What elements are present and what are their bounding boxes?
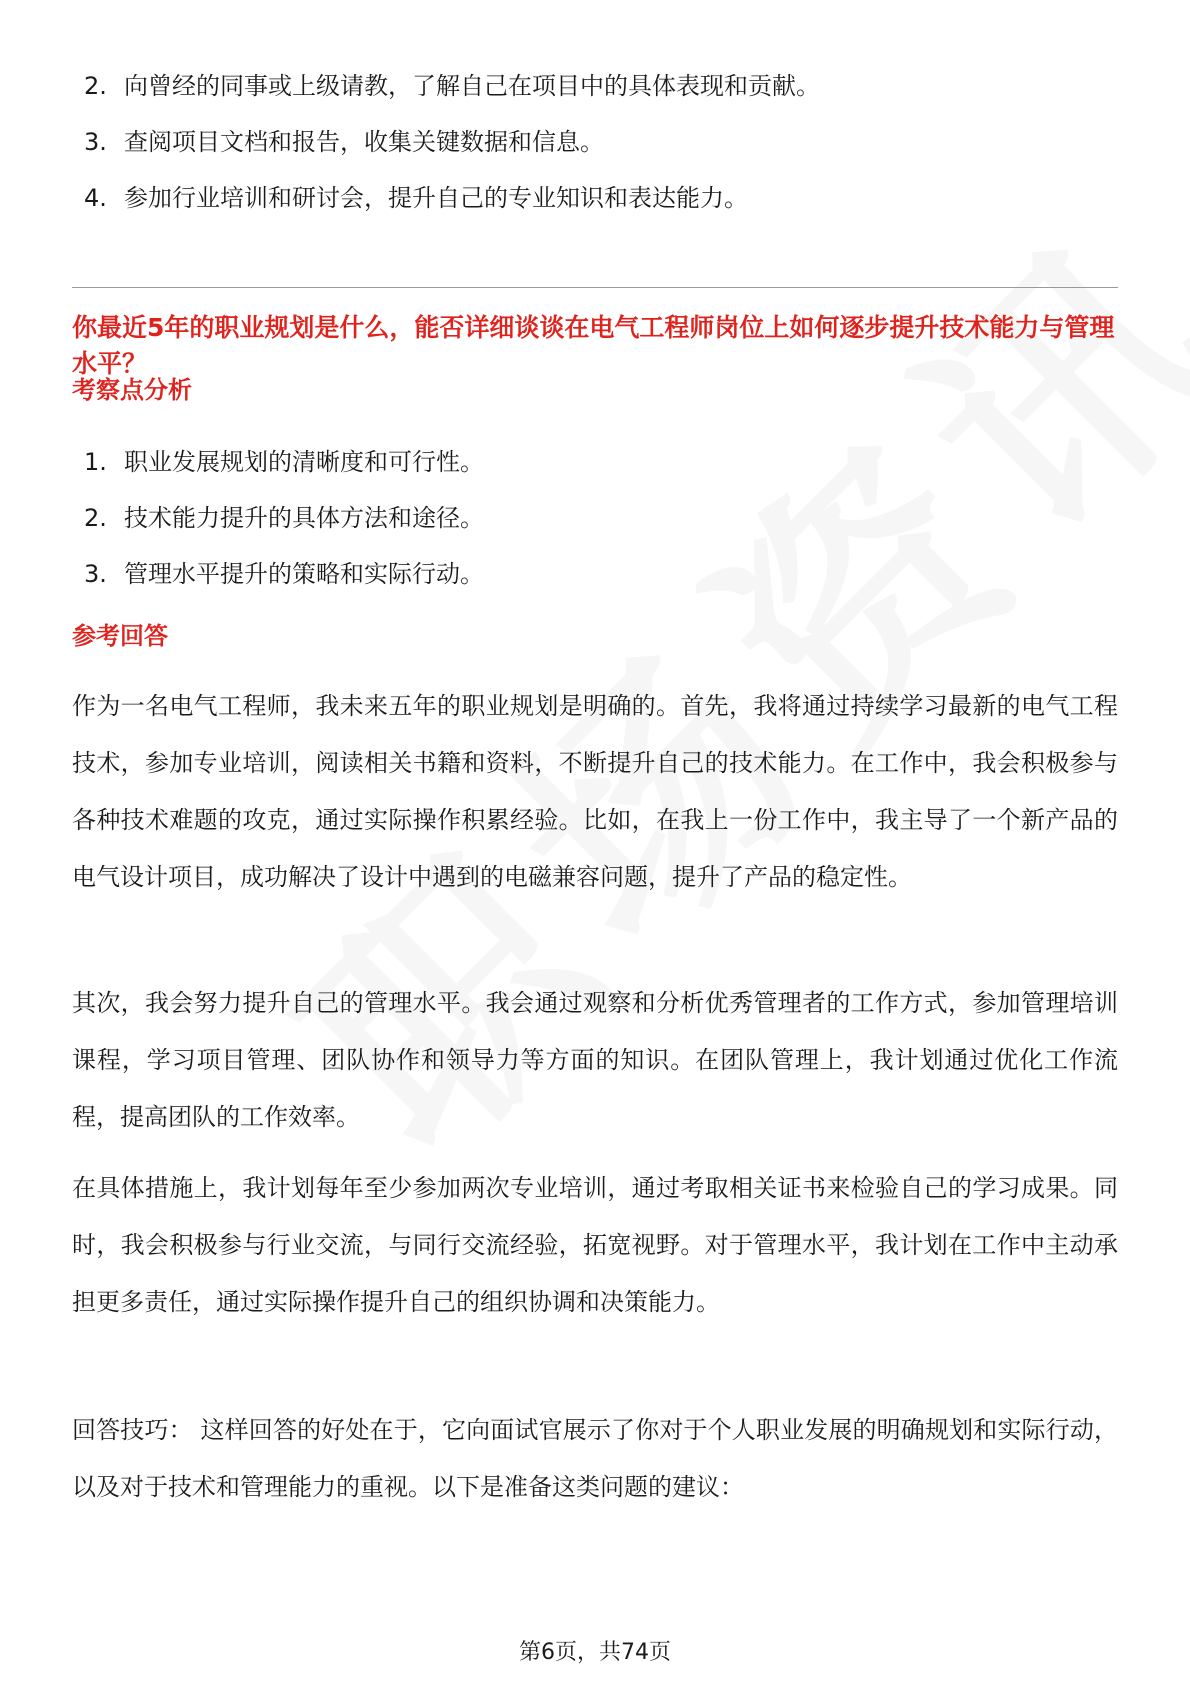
list-number: 2. xyxy=(84,504,107,532)
answer-heading: 参考回答 xyxy=(72,622,168,650)
list-item xyxy=(84,170,820,226)
list-number: 1. xyxy=(84,448,107,476)
list-number: 4. xyxy=(84,184,107,212)
interview-question: 你最近5年的职业规划是什么，能否详细谈谈在电气工程师岗位上如何逐步提升技术能力与管理水平？ xyxy=(72,313,1115,378)
answer-paragraph: 作为一名电气工程师，我未来五年的职业规划是明确的。首先，我将通过持续学习最新的电气工程技术，参加专业培训，阅读相关书籍和资料，不断提升自己的技术能力。在工作中，我会积极参与各种技术难题的攻克，通过实际操作积累经验。比如，在我上一份工作中，我主导了一个新产品的电气设计项目，成功解决了设计中遇到的电磁兼容问题，提升了产品的稳定性。 xyxy=(72,692,1118,891)
answer-paragraph: 在具体措施上，我计划每年至少参加两次专业培训，通过考取相关证书来检验自己的学习成果。同时，我会积极参与行业交流，与同行交流经验，拓宽视野。对于管理水平，我计划在工作中主动承担更多责任，通过实际操作提升自己的组织协调和决策能力。 xyxy=(72,1174,1118,1316)
list-text: 职业发展规划的清晰度和可行性。 xyxy=(124,448,484,476)
list-text: 查阅项目文档和报告，收集关键数据和信息。 xyxy=(124,128,604,156)
analysis-list xyxy=(84,434,484,602)
list-item xyxy=(84,490,484,546)
list-item xyxy=(84,546,484,602)
previous-tips-list xyxy=(84,58,820,226)
answer-paragraph: 其次，我会努力提升自己的管理水平。我会通过观察和分析优秀管理者的工作方式，参加管理培训课程，学习项目管理、团队协作和领导力等方面的知识。在团队管理上，我计划通过优化工作流程，提高团队的工作效率。 xyxy=(72,989,1118,1131)
page-number: 第6页，共74页 xyxy=(519,1640,671,1665)
list-text: 向曾经的同事或上级请教，了解自己在项目中的具体表现和贡献。 xyxy=(124,72,820,100)
analysis-heading: 考察点分析 xyxy=(72,376,192,404)
list-number: 3. xyxy=(84,128,107,156)
list-item xyxy=(84,58,820,114)
list-text: 管理水平提升的策略和实际行动。 xyxy=(124,560,484,588)
list-number: 2. xyxy=(84,72,107,100)
list-number: 3. xyxy=(84,560,107,588)
list-text: 参加行业培训和研讨会，提升自己的专业知识和表达能力。 xyxy=(124,184,748,212)
list-item xyxy=(84,114,820,170)
list-text: 技术能力提升的具体方法和途径。 xyxy=(124,504,484,532)
section-divider xyxy=(72,287,1118,288)
answer-tips-paragraph: 回答技巧： 这样回答的好处在于，它向面试官展示了你对于个人职业发展的明确规划和实际行动，以及对于技术和管理能力的重视。以下是准备这类问题的建议： xyxy=(72,1416,1118,1501)
list-item xyxy=(84,434,484,490)
